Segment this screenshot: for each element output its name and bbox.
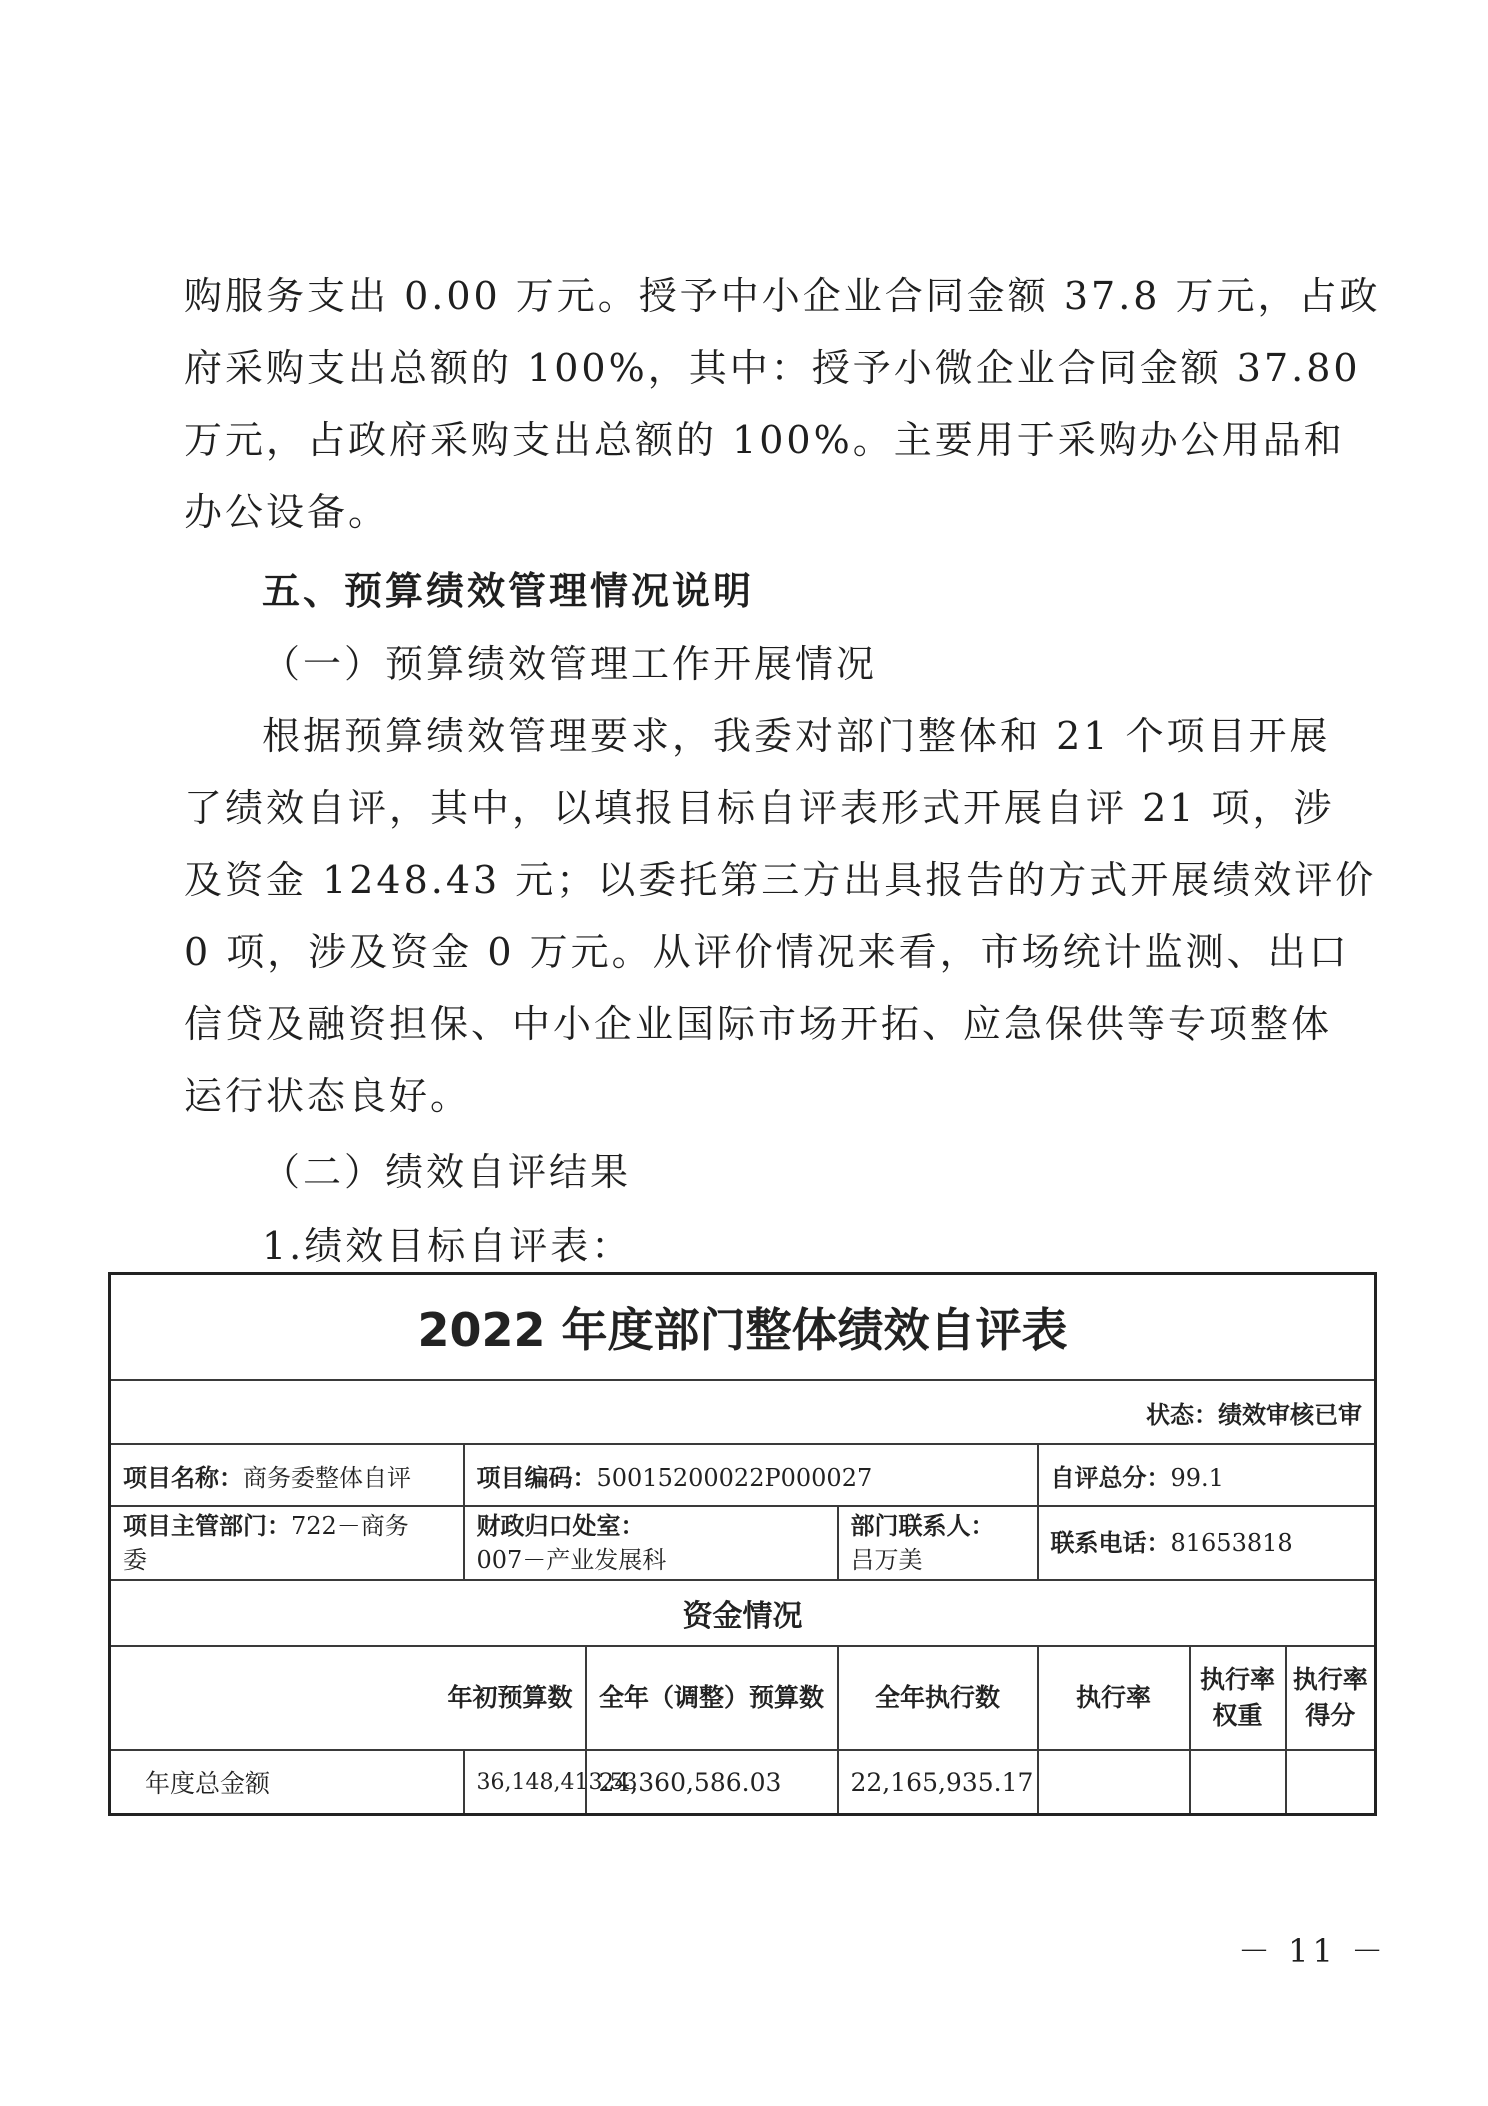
- header-initial-budget: 年初预算数: [110, 1646, 586, 1750]
- text-line: 根据预算绩效管理要求，我委对部门整体和 21 个项目开展: [262, 714, 1331, 758]
- header-executed: 全年执行数: [838, 1646, 1038, 1750]
- finance-office-value: 007－产业发展科: [476, 1546, 667, 1574]
- project-name-label: 项目名称：: [123, 1463, 243, 1492]
- table-title: 2022 年度部门整体绩效自评表: [110, 1274, 1376, 1381]
- dept-label: 项目主管部门：: [123, 1512, 291, 1540]
- page-number: － 11 －: [1238, 1932, 1388, 1970]
- finance-office-label: 财政归口处室：: [476, 1512, 645, 1540]
- project-name-value: 商务委整体自评: [243, 1463, 411, 1492]
- text-line: 购服务支出 0.00 万元。授予中小企业合同金额 37.8 万元，占政: [184, 274, 1381, 318]
- cell-exec-rate: [1038, 1750, 1190, 1815]
- dept-value-cont: 委: [123, 1546, 147, 1574]
- header-rate-weight: 执行率权重: [1190, 1646, 1286, 1750]
- text-line: 信贷及融资担保、中小企业国际市场开拓、应急保供等专项整体: [184, 1002, 1333, 1046]
- phone-cell: [1038, 1506, 1376, 1580]
- dept-cell: [110, 1506, 464, 1580]
- subsection-heading-1: （一）预算绩效管理工作开展情况: [262, 642, 878, 686]
- text-line: 运行状态良好。: [184, 1074, 472, 1118]
- contact-value: 吕万美: [850, 1546, 923, 1574]
- dept-value: 722－商务: [291, 1512, 409, 1540]
- section-heading-5: 五、预算绩效管理情况说明: [262, 569, 755, 613]
- project-code-value: 50015200022P000027: [596, 1463, 873, 1492]
- text-line: 0 项，涉及资金 0 万元。从评价情况来看，市场统计监测、出口: [184, 930, 1350, 974]
- paragraph-performance: [184, 700, 1377, 1132]
- score-cell: [1038, 1444, 1376, 1506]
- cell-executed: 22,165,935.17: [838, 1750, 1038, 1815]
- project-code-label: 项目编码：: [476, 1463, 597, 1492]
- cell-rate-score: [1286, 1750, 1376, 1815]
- paragraph-procurement: [184, 260, 1381, 548]
- text-line: 府采购支出总额的 100%，其中：授予小微企业合同金额 37.80: [184, 346, 1361, 390]
- status-label: 状态：: [1146, 1400, 1219, 1429]
- cell-adjusted-budget: 24,360,586.03: [586, 1750, 838, 1815]
- performance-self-evaluation-table: [108, 1272, 1377, 1816]
- score-value: 99.1: [1170, 1463, 1224, 1492]
- text-line: 万元，占政府采购支出总额的 100%。主要用于采购办公用品和: [184, 418, 1345, 462]
- phone-label: 联系电话：: [1050, 1529, 1171, 1557]
- row-label: 年度总金额: [110, 1750, 464, 1815]
- phone-value: 81653818: [1170, 1529, 1293, 1557]
- cell-rate-weight: [1190, 1750, 1286, 1815]
- status-cell: [110, 1380, 1376, 1444]
- cell-initial-budget: 36,148,413.53: [464, 1750, 586, 1815]
- contact-label: 部门联系人：: [850, 1512, 995, 1540]
- project-code-cell: [464, 1444, 1038, 1506]
- subsection-heading-2: （二）绩效自评结果: [262, 1150, 632, 1194]
- header-rate-score: 执行率得分: [1286, 1646, 1376, 1750]
- header-adjusted-budget: 全年（调整）预算数: [586, 1646, 838, 1750]
- funding-section-heading: 资金情况: [110, 1580, 1376, 1646]
- project-name-cell: [110, 1444, 464, 1506]
- text-line: 及资金 1248.43 元；以委托第三方出具报告的方式开展绩效评价: [184, 858, 1377, 902]
- header-exec-rate: 执行率: [1038, 1646, 1190, 1750]
- score-label: 自评总分：: [1050, 1463, 1171, 1492]
- finance-office-cell: [464, 1506, 838, 1580]
- text-line: 办公设备。: [184, 490, 390, 534]
- status-value: 绩效审核已审: [1218, 1400, 1363, 1429]
- item-heading-1: 1.绩效目标自评表：: [262, 1224, 633, 1268]
- text-line: 了绩效自评，其中，以填报目标自评表形式开展自评 21 项，涉: [184, 786, 1335, 830]
- contact-cell: [838, 1506, 1038, 1580]
